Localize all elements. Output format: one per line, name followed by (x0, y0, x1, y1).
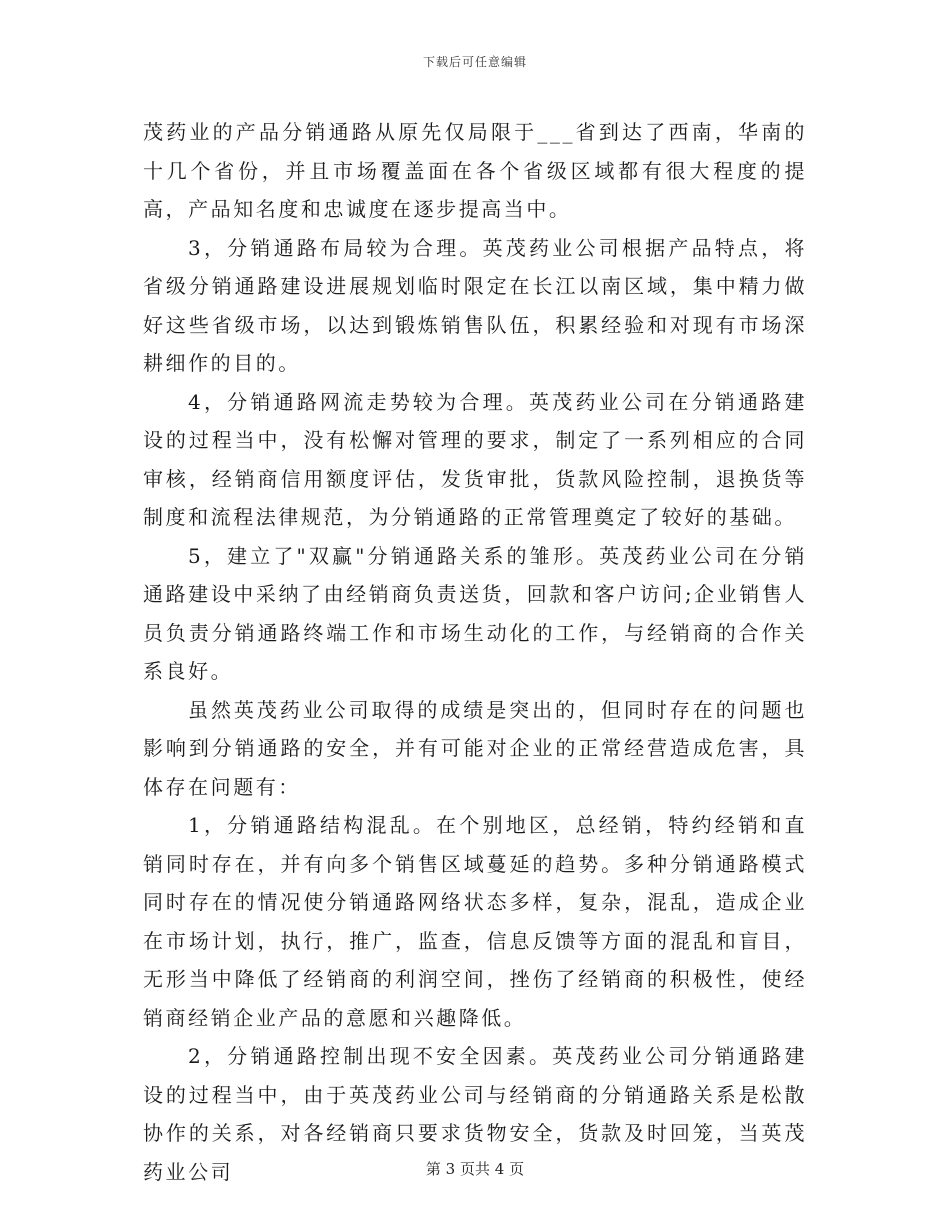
paragraph-problems-intro: 虽然英茂药业公司取得的成绩是突出的，但同时存在的问题也影响到分销通路的安全，并有可能对企业的正常经营造成危害，具体存在问题有： (143, 697, 807, 799)
paragraph-continuation: 茂药业的产品分销通路从原先仅局限于___省到达了西南，华南的十几个省份，并且市场覆盖面在各个省级区域都有很大程度的提高，产品知名度和忠诚度在逐步提高当中。 (143, 120, 807, 221)
document-body (143, 113, 807, 1191)
paragraph-problem-2: 2，分销通路控制出现不安全因素。英茂药业公司分销通路建设的过程当中，由于英茂药业公司与经销商的分销通路关系是松散协作的关系，对各经销商只要求货物安全，货款及时回笼，当英茂药业公司 (143, 1044, 807, 1184)
page-number-footer: 第 3 页共 4 页 (425, 1160, 525, 1178)
paragraph-point-5: 5，建立了"双赢"分销通路关系的雏形。英茂药业公司在分销通路建设中采纳了由经销商负责送货，回款和客户访问;企业销售人员负责分销通路终端工作和市场生动化的工作，与经销商的合作关系良好。 (143, 543, 807, 683)
paragraph-problem-1: 1，分销通路结构混乱。在个别地区，总经销，特约经销和直销同时存在，并有向多个销售区域蔓延的趋势。多种分销通路模式同时存在的情况使分销通路网络状态多样，复杂，混乱，造成企业在市场计划，执行，推广，监查，信息反馈等方面的混乱和盲目，无形当中降低了经销商的利润空间，挫伤了经销商的积极性，使经销商经销企业产品的意愿和兴趣降低。 (143, 813, 807, 1030)
page-header-note: 下载后可任意编辑 (422, 55, 527, 69)
paragraph-point-4: 4，分销通路网流走势较为合理。英茂药业公司在分销通路建设的过程当中，没有松懈对管理的要求，制定了一系列相应的合同审核，经销商信用额度评估，发货审批，货款风险控制，退换货等制度和流程法律规范，为分销通路的正常管理奠定了较好的基础。 (143, 389, 807, 529)
paragraph-point-3: 3，分销通路布局较为合理。英茂药业公司根据产品特点，将省级分销通路建设进展规划临时限定在长江以南区域，集中精力做好这些省级市场，以达到锻炼销售队伍，积累经验和对现有市场深耕细作的目的。 (143, 235, 807, 375)
